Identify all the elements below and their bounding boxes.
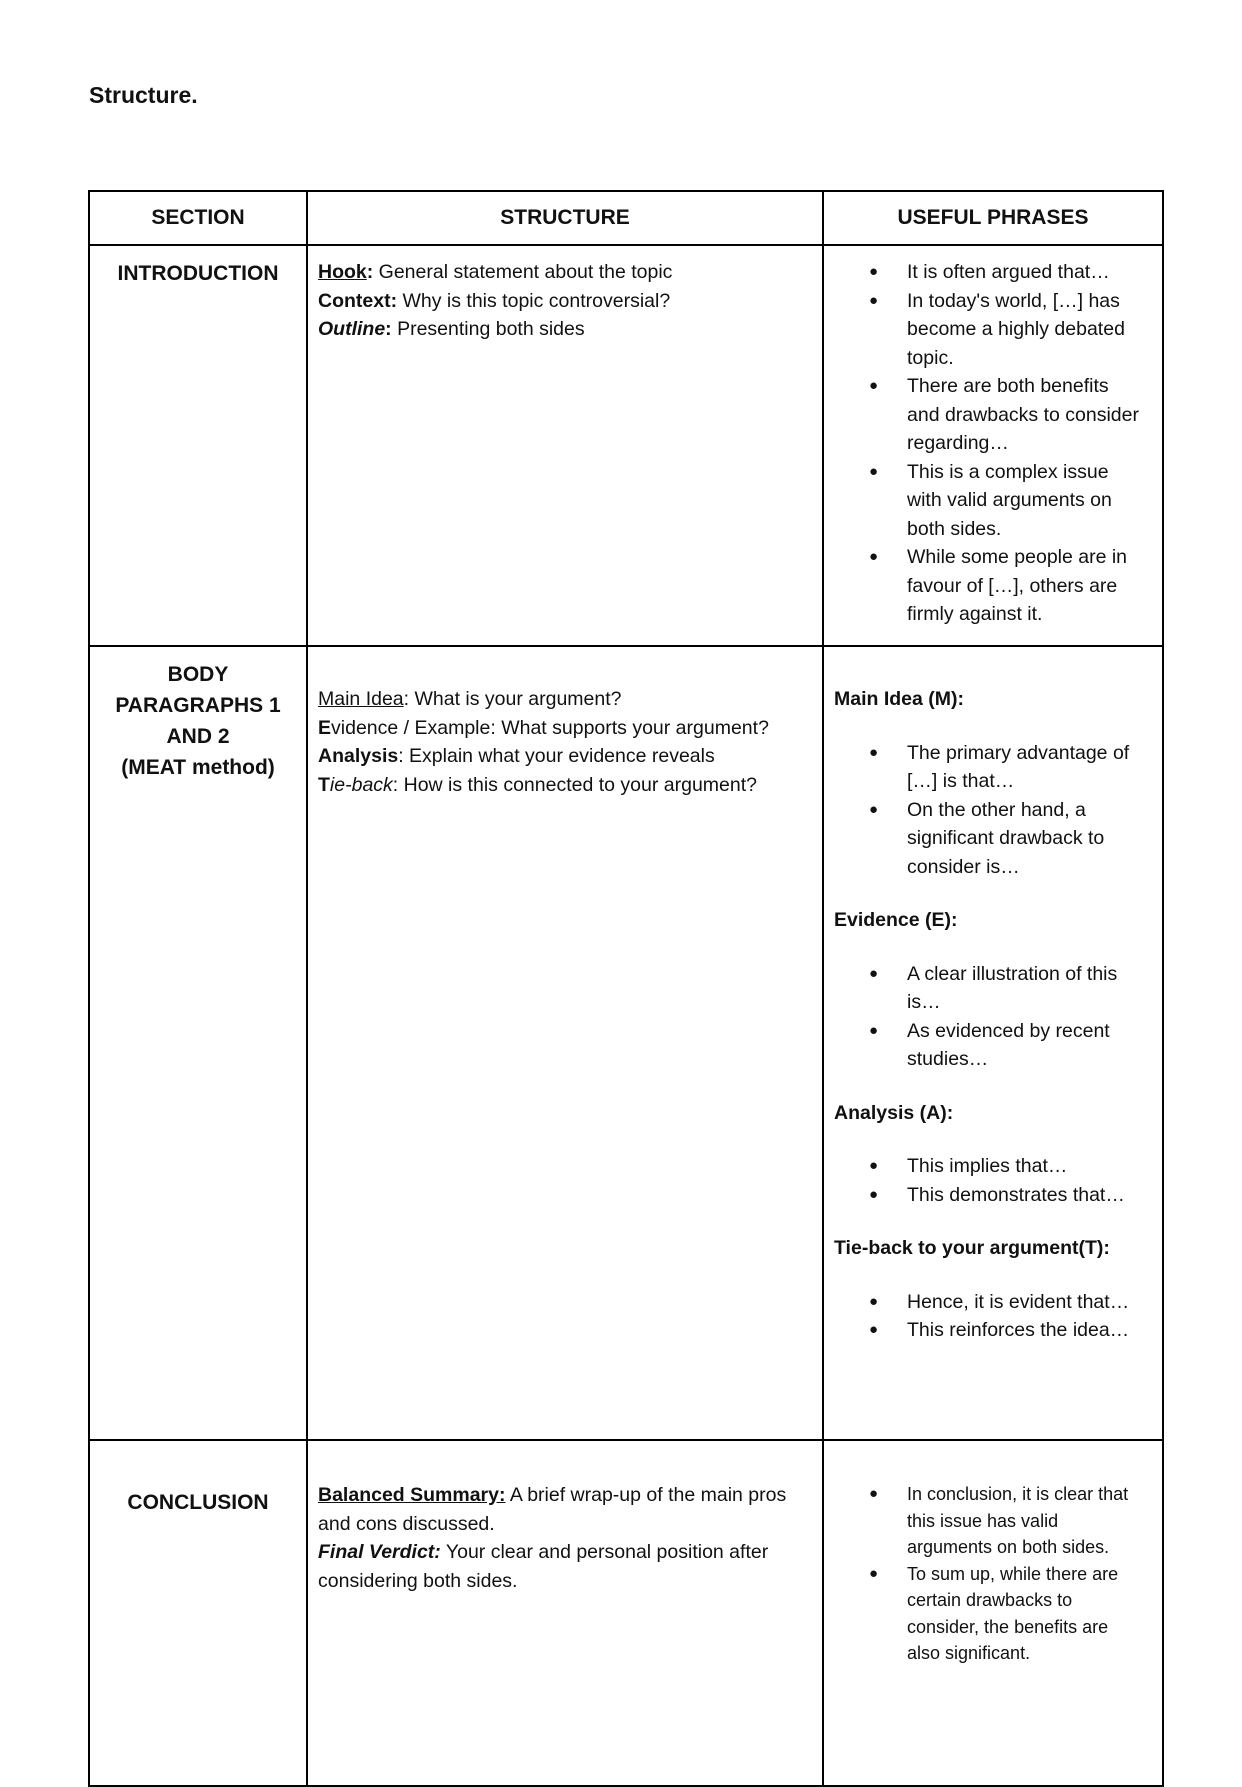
outline-line xyxy=(318,315,812,344)
list-item: ● The primary advantage of […] is that… xyxy=(824,739,1152,796)
context-text: Why is this topic controversial? xyxy=(397,289,671,312)
evidence-rest: vidence / Example xyxy=(331,716,491,739)
main-idea-first: M xyxy=(318,688,335,710)
context-line xyxy=(318,287,812,316)
outline-label: Outline xyxy=(318,318,386,340)
section-label-line: PARAGRAPHS 1 xyxy=(115,694,281,717)
section-conclusion xyxy=(89,1440,307,1786)
list-item: ● This reinforces the idea… xyxy=(824,1316,1152,1345)
body-structure-cell xyxy=(307,646,823,1440)
tie-back-first: T xyxy=(318,773,330,796)
list-item: ● This demonstrates that… xyxy=(824,1181,1152,1210)
header-useful-phrases: USEFUL PHRASES xyxy=(823,191,1163,245)
table-row xyxy=(89,646,1163,1440)
verdict-block xyxy=(318,1538,812,1595)
summary-label: Balanced Summary: xyxy=(318,1484,506,1506)
header-section: SECTION xyxy=(89,191,307,245)
list-item: ● There are both benefits and drawbacks to consider regarding… xyxy=(824,372,1152,458)
section-body-paragraphs xyxy=(89,646,307,1440)
hook-label: Hook xyxy=(318,261,367,283)
conclusion-structure-cell xyxy=(307,1440,823,1786)
section-label-line: AND 2 xyxy=(166,725,230,748)
list-item: ● This is a complex issue with valid arguments on both sides. xyxy=(824,458,1152,544)
outline-text: Presenting both sides xyxy=(391,318,585,340)
hook-line xyxy=(318,258,812,287)
section-label-line: (MEAT method) xyxy=(121,756,275,779)
outline-sep: : xyxy=(385,318,392,340)
analysis-line xyxy=(318,742,812,771)
list-item: ● A clear illustration of this is… xyxy=(824,960,1152,1017)
list-item: ● To sum up, while there are certain drawbacks to consider, the benefits are also significant. xyxy=(824,1561,1152,1667)
tie-back-rest: ie-back xyxy=(329,773,393,796)
phrase-group-list xyxy=(824,1288,1152,1345)
phrase-group-list xyxy=(824,1152,1152,1209)
section-label: CONCLUSION xyxy=(127,1491,269,1514)
main-idea-line xyxy=(318,685,812,714)
list-item: ● Hence, it is evident that… xyxy=(824,1288,1152,1317)
phrase-group-list xyxy=(824,739,1152,882)
structure-table xyxy=(88,190,1164,1787)
section-introduction xyxy=(89,245,307,646)
phrase-group-heading: Main Idea (M): xyxy=(834,688,964,710)
table-row xyxy=(89,245,1163,646)
table-row xyxy=(89,1440,1163,1786)
table-header-row xyxy=(89,191,1163,245)
list-item: ● On the other hand, a significant drawback to consider is… xyxy=(824,796,1152,882)
intro-phrase-list xyxy=(824,258,1152,629)
summary-block xyxy=(318,1484,786,1535)
tie-back-text: : How is this connected to your argument? xyxy=(392,773,757,796)
evidence-first: E xyxy=(318,716,332,739)
phrase-group-heading: Tie-back to your argument(T): xyxy=(834,1237,1110,1259)
section-label-line: BODY xyxy=(167,663,229,686)
intro-phrases-cell xyxy=(823,245,1163,646)
phrase-group-list xyxy=(824,960,1152,1074)
list-item: ● In conclusion, it is clear that this issue has valid arguments on both sides. xyxy=(824,1481,1152,1561)
analysis-first: Analysis xyxy=(318,745,399,767)
main-idea-text: : What is your argument? xyxy=(403,688,622,710)
body-phrases-cell xyxy=(823,646,1163,1440)
header-structure: STRUCTURE xyxy=(307,191,823,245)
summary-text: A brief wrap-up of the main pros and cons discussed. xyxy=(318,1484,787,1535)
evidence-text: : What supports your argument? xyxy=(490,716,769,739)
evidence-line xyxy=(318,714,812,743)
context-label: Context: xyxy=(318,289,398,312)
page-title: Structure. xyxy=(89,82,198,108)
main-idea-rest: ain Idea xyxy=(334,688,404,710)
verdict-text: Your clear and personal position after considering both sides. xyxy=(318,1541,769,1592)
list-item: ● As evidenced by recent studies… xyxy=(824,1017,1152,1074)
list-item: ● While some people are in favour of […], others are firmly against it. xyxy=(824,543,1152,629)
phrase-group-heading: Analysis (A): xyxy=(834,1101,954,1124)
tie-back-line xyxy=(318,771,812,800)
conclusion-phrases-cell xyxy=(823,1440,1163,1786)
list-item: ● In today's world, […] has become a highly debated topic. xyxy=(824,287,1152,373)
hook-sep: : xyxy=(366,261,374,283)
analysis-text: : Explain what your evidence reveals xyxy=(398,745,715,767)
list-item: ● This implies that… xyxy=(824,1152,1152,1181)
intro-structure-cell xyxy=(307,245,823,646)
phrase-group-heading: Evidence (E): xyxy=(834,909,958,931)
section-label: INTRODUCTION xyxy=(117,262,279,285)
conclusion-phrase-list xyxy=(824,1481,1152,1667)
verdict-label: Final Verdict: xyxy=(318,1541,441,1563)
hook-text: General statement about the topic xyxy=(373,261,673,283)
list-item: ● It is often argued that… xyxy=(824,258,1152,287)
